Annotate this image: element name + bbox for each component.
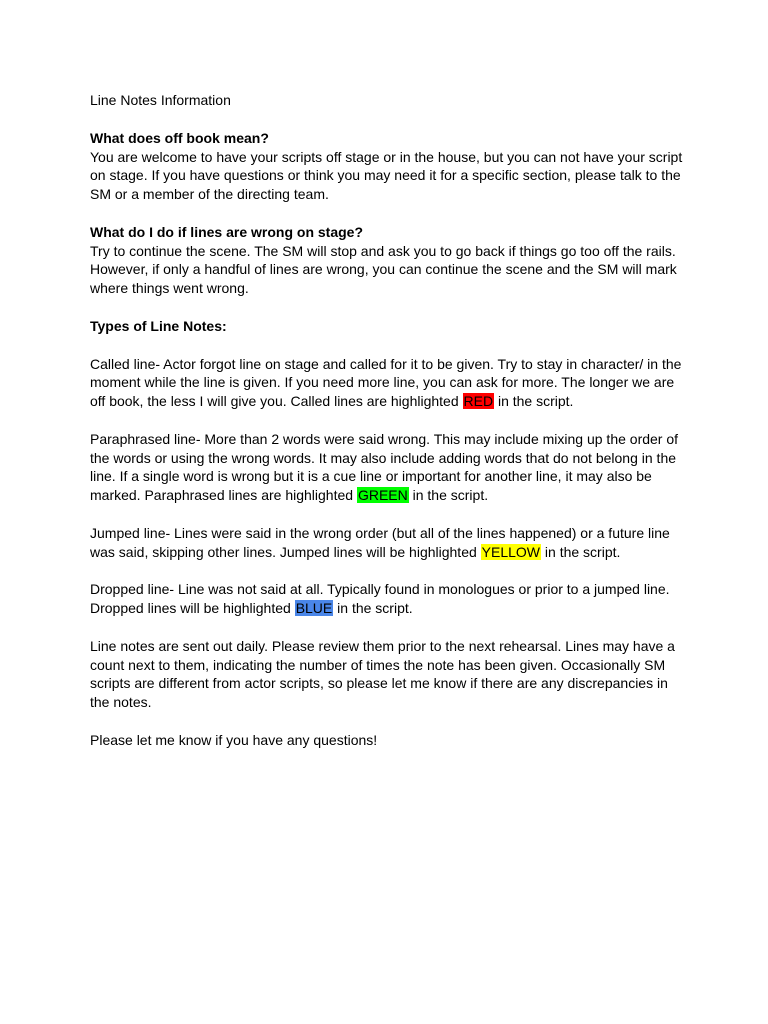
paragraph-text: Paraphrased line- More than 2 words were said wrong. This may include mixing up the order of the words or using the wrong words. It may also include adding words that do not belong in the line. If a single word is wrong but it is a cue line or important for another line, it may also be marked. Paraphrased lines are highlighted (90, 430, 679, 503)
paragraph-text: Called line- Actor forgot line on stage and called for it to be given. Try to stay in character/ in the moment while the line is given. If you need more line, you can ask for more. The longer we are off book, the less I will give you. Called lines are highlighted (90, 355, 682, 409)
closing-paragraph: Please let me know if you have any questions! (90, 731, 378, 748)
paragraph-text: in the script. (333, 600, 413, 616)
spacer (90, 712, 688, 731)
paragraph-text: in the script. (494, 393, 574, 409)
spacer (90, 411, 688, 430)
dropped-line-paragraph (90, 580, 688, 618)
spacer (90, 618, 688, 637)
section-off-book (90, 129, 688, 204)
section-types (90, 317, 688, 336)
spacer (90, 336, 688, 355)
section-heading: What does off book mean? (90, 129, 269, 146)
paraphrased-line-paragraph (90, 430, 688, 505)
paragraph-text: in the script. (408, 487, 489, 503)
section-body: You are welcome to have your scripts off stage or in the house, but you can not have your script on stage. If you have questions or think you may need it for a specific section, please talk to the SM or a member of the directing team. (90, 148, 683, 202)
spacer (90, 561, 688, 580)
paragraph-text: Jumped line- Lines were said in the wrong order (but all of the lines happened) or a future line was said, skipping other lines. Jumped lines will be highlighted (90, 524, 670, 560)
jumped-line-paragraph (90, 524, 688, 562)
green-highlight: GREEN (357, 487, 408, 503)
daily-notes-paragraph: Line notes are sent out daily. Please review them prior to the next rehearsal. Lines may have a count next to them, indicating the number of times the note has been given. Occasionally SM scripts are different from actor scripts, so please let me know if there are any discrepancies in the notes. (90, 637, 675, 710)
spacer (90, 110, 688, 129)
paragraph-text: in the script. (541, 543, 621, 560)
spacer (90, 204, 688, 223)
spacer (90, 298, 688, 317)
document-title: Line Notes Information (90, 92, 231, 108)
called-line-paragraph (90, 355, 688, 411)
section-body: Try to continue the scene. The SM will stop and ask you to go back if things go too off the rails. However, if only a handful of lines are wrong, you can continue the scene and the SM will mark where things went wrong. (90, 242, 677, 296)
section-heading: Types of Line Notes: (90, 317, 227, 334)
yellow-highlight: YELLOW (481, 543, 541, 560)
red-highlight: RED (463, 393, 494, 409)
blue-highlight: BLUE (295, 600, 333, 616)
section-wrong-lines (90, 223, 688, 298)
section-heading: What do I do if lines are wrong on stage? (90, 223, 364, 240)
paragraph-text: Dropped line- Line was not said at all. Typically found in monologues or prior to a jumped line. Dropped lines will be highlighted (90, 581, 670, 616)
spacer (90, 505, 688, 524)
